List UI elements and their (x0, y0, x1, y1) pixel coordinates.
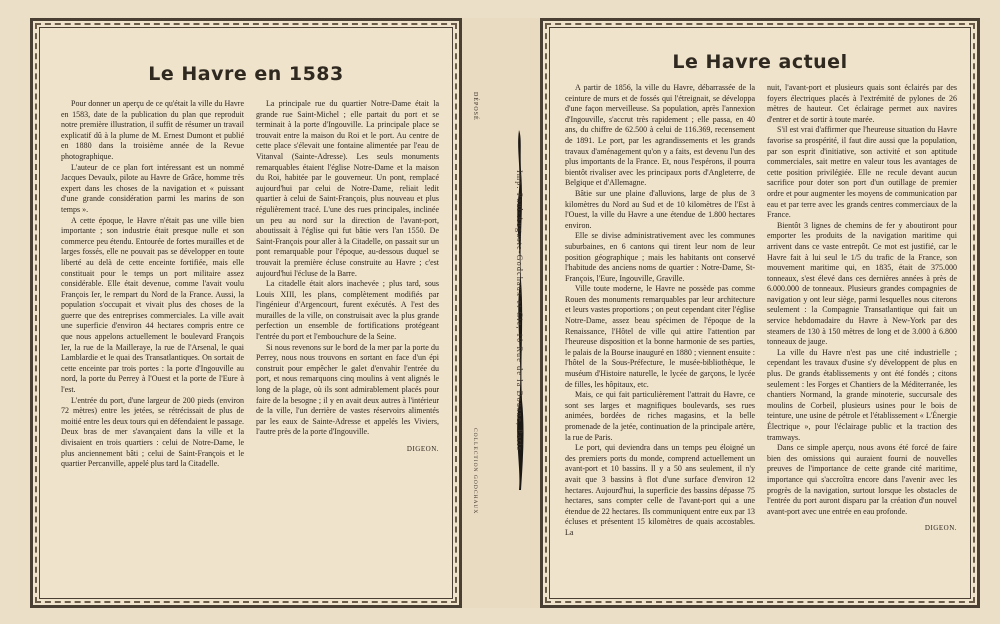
left-column-2 (256, 99, 439, 575)
paragraph: Elle se divise administrativement avec les communes suburbaines, en 6 cantons qui tirent leur nom de leur position géographique ; mais les habitants ont conservé l'habitude des anciens noms de quartier : Notre-Dame, St-François, l'Eure, Ingouville, Graville. (565, 231, 755, 283)
paragraph: Mais, ce qui fait particulièrement l'attrait du Havre, ce sont ses larges et magnifiques boulevards, ses rues animées, bordées de riches magasins, et la belle promenade de la jetée, continuation de la principale artère, la rue de Paris. (565, 390, 755, 442)
paragraph: Bâtie sur une plaine d'alluvions, large de plus de 3 kilomètres du Nord au Sud et de 10 kilomètres de l'Est à l'Ouest, la ville du Havre a une étendue de 1.800 hectares environ. (565, 188, 755, 230)
signature: DIGEON. (406, 445, 439, 453)
depose-mark: DÉPOSÉ (472, 92, 478, 121)
printer-imprint: Imp. Paul-Auguste-Godchaux et Cie, 10 Rue de la Douane, Paris (515, 170, 524, 452)
paragraph: A partir de 1856, la ville du Havre, débarrassée de la ceinture de murs et de fossés qui l'étreignait, se développa d'une façon merveilleuse. Sa population, après l'annexion d'Ingouville, s'accrut très rapidement ; elle passa, en 40 ans, du chiffre de 62.500 à celui de 116.369, recensement de 1891. Le port, par les agrandissements et les grands travaux d'aménagement qu'on y a faits, est devenu l'un des plus importants de la France. Et, nous l'espérons, il pourra bientôt rivaliser avec les principaux ports d'Angleterre, de Belgique et d'Allemagne. (565, 83, 755, 188)
paragraph: La principale rue du quartier Notre-Dame était la grande rue Saint-Michel ; elle partait du port et se terminait à la porte d'Ingouville. La principale place se trouvait entre la maison du Roi et le port. Au centre de cette place s'élevait une fontaine alimentée par l'eau de Vitanval (Sainte-Adresse). Les seuls monuments remarquables étaient l'église Notre-Dame et la maison du Roi, habitée par le gouverneur. Un pont, remplacé aujourd'hui par celui de Notre-Dame, reliait ledit quartier à celui de Saint-François, plus nouveau et plus régulièrement tracé. L'une des rues principales, inclinée un peu au nord sur la direction de l'avant-port, aboutissait à l'église qui fut bâtie vers l'an 1550. De Saint-François pour aller à la Citadelle, on passait sur un pont remarquable pour l'époque, au-dessous duquel se trouvait la première écluse construite au Havre ; c'est aujourd'hui l'écluse de la Barre. (256, 99, 439, 278)
left-page-title: Le Havre en 1583 (148, 63, 344, 85)
right-page-title: Le Havre actuel (672, 51, 848, 73)
paragraph: Pour donner un aperçu de ce qu'était la ville du Havre en 1583, date de la publication du plan que reproduit notre première illustration, il suffit de résumer un travail explicatif dû à la plume de M. Ernest Dumont et publié en 1880 dans la troisième année de la Revue photographique. (61, 99, 244, 161)
right-column-1 (565, 83, 755, 577)
paragraph: L'entrée du port, d'une largeur de 200 pieds (environ 72 mètres) entre les jetées, se rétrécissait de plus de moitié entre les deux tours qui en défendaient le passage. Deux bras de mer s'avançaient dans la ville et la divisaient en trois quartiers : celui de Notre-Dame, le plus anciennement bâti ; celui de Saint-François et le quartier Percanville, appelé plus tard la Citadelle. (61, 395, 244, 469)
paragraph: Le port, qui deviendra dans un temps peu éloigné un des premiers ports du monde, comprend actuellement un avant-port et 10 bassins. Il y a 50 ans seulement, il n'y avait que 3 bassins à flot d'une surface d'environ 12 hectares. Aujourd'hui, la superficie des bassins dépasse 75 hectares, sans compter celle de l'avant-port qui a une étendue de 22 hectares. Ils communiquent entre eux par 13 écluses et présentent 15 kilomètres de quais accostables. La (565, 443, 755, 537)
left-page (30, 18, 462, 608)
paragraph: Bientôt 3 lignes de chemins de fer y aboutiront pour emporter les produits de la navigation maritime qui arrivent dans ce vaste entrepôt. Ce mot est justifié, car le Havre fait à lui seul le 1/5 du trafic de la France, son mouvement maritime qui, en 1835, était de 375.000 tonneaux, s'est élevé dans ces dernières années à près de 6.000.000 de tonneaux. Plusieurs grandes compagnies de navigation y ont leur siège, parmi lesquelles nous citerons seulement : la Compagnie Transatlantique qui fait un service hebdomadaire du Havre à New-York par des steamers de 130 à 150 mètres de long et de 3.000 à 6.800 tonneaux de jauge. (767, 220, 957, 347)
paragraph: S'il est vrai d'affirmer que l'heureuse situation du Havre favorise sa prospérité, il faut dire aussi que la population, par son esprit d'initiative, son activité et son aptitude commerciales, sait mettre en valeur tous les avantages de cette position privilégiée. Elle ne recule devant aucun sacrifice pour doter son port d'un outillage de premier ordre et pour augmenter les moyens de communication par eau et par terre avec les grands centres commerciaux de la France. (767, 125, 957, 220)
signature: DIGEON. (924, 524, 957, 533)
left-columns (61, 99, 439, 575)
paragraph: nuit, l'avant-port et plusieurs quais sont éclairés par des foyers électriques placés à l'extrémité de pylones de 26 mètres de hauteur. Cet éclairage permet aux navires d'entrer et de sortir à toute marée. (767, 83, 957, 124)
paragraph: La ville du Havre n'est pas une cité industrielle ; cependant les travaux d'usine s'y développent de plus en plus. De grands établissements y ont été fondés ; citons seulement : les Forges et Chantiers de la Méditerranée, les chantiers Normand, la grande minoterie, succursale des moulins de Corbeil, plusieurs usines pour le bois de teinture, une usine de pétrole et l'établissement « L'Énergie Électrique », pour l'éclairage public et la traction des tramways. (767, 347, 957, 442)
collection-mark: COLLECTION GODCHAUX (472, 428, 478, 515)
right-column-2 (767, 83, 957, 577)
paragraph: Dans ce simple aperçu, nous avons été forcé de faire bien des omissions qui auraient fourni de nouvelles preuves de l'importance de cette grande cité maritime, importance qui s'accroîtra encore dans l'avenir avec les progrès de la navigation, surtout lorsque les obstacles de l'entrée du port auront disparu par la création d'un nouvel avant-port avec une entrée en eau profonde. (767, 443, 957, 516)
paragraph: Ville toute moderne, le Havre ne possède pas comme Rouen des monuments remarquables par leur architecture et leurs vastes proportions ; on peut cependant citer l'église Notre-Dame, assez beau spécimen de l'époque de la Renaissance, l'Hôtel de ville qui attire l'attention par l'heureuse disposition et la bonne harmonie de ses parties, le palais de la Bourse inauguré en 1880 ; viennent ensuite : l'hôtel de la Sous-Préfecture, le musée-bibliothèque, le muséum d'Histoire naturelle, le lycée de garçons, le lycée de filles, les hôpitaux, etc. (565, 284, 755, 389)
paragraph: La citadelle était alors inachevée ; plus tard, sous Louis XIII, les plans, complètement modifiés par l'ingénieur d'Argencourt, furent exécutés. A l'est des murailles de la ville, on construisait avec la plus grande perfection un ensemble de fortifications protégeant l'entrée du port et l'embouchure de la Seine. (256, 279, 439, 342)
paragraph: A cette époque, le Havre n'était pas une ville bien importante ; son industrie était presque nulle et son commerce peu étendu. Entourée de fortes murailles et de larges fossés, elle ne pouvait pas se développer en toute liberté au delà de cette enceinte fortifiée, mais elle constituait pour le temps un port militaire assez considérable. Elle était devenue, comme l'avait voulu François Ier, le rempart du Nord de la France. Aussi, la population s'occupait et vivait plus des choses de la guerre que des entreprises commerciales. La ville avait une superficie d'environ 44 hectares compris entre ce que nous appelons actuellement le boulevard François Ier, la rue de la Mailleraye, la rue de l'Arsenal, le quai Lamblardie et le quai des Transatlantiques. On sortait de cette enceinte par trois portes : la porte d'Ingouville au nord, la porte du Perrey à l'Ouest et la porte de l'Eure à l'est. (61, 215, 244, 395)
right-page (540, 18, 980, 608)
right-columns (565, 83, 957, 577)
left-column-1 (61, 99, 244, 575)
paragraph: Si nous revenons sur le bord de la mer par la porte du Perrey, nous nous trouvons en sortant en face d'un épi construit pour empêcher le galet d'envahir l'entrée du port, et nous remarquons cinq moulins à vent alignés le long de la plage, où ils sont admirablement placés pour faire de la besogne ; il y en avait deux autres à l'intérieur de la ville, l'un derrière de vastes réservoirs alimentés par les eaux de Sainte-Adresse et appelés les Viviers, l'autre près de la porte d'Ingouville. (256, 342, 439, 437)
paragraph: L'auteur de ce plan fort intéressant est un nommé Jacques Devaulx, pilote au Havre de Grâce, homme très expert dans les choses de la navigation et « puissant d'une grande considération parmi les marins de son temps ». (61, 162, 244, 214)
